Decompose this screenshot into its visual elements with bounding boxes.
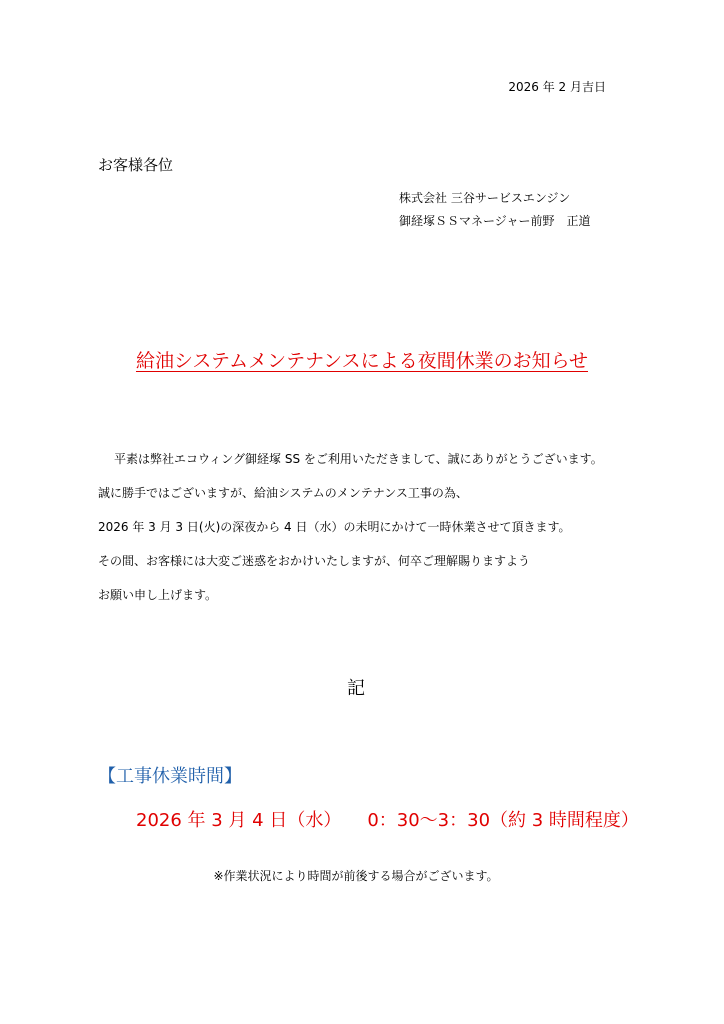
notice-title: 給油システムメンテナンスによる夜間休業のお知らせ: [135, 350, 588, 372]
body-line: その間、お客様には大変ご迷惑をおかけいたしますが、何卒ご理解賜りますよう: [98, 554, 531, 568]
body-line: 平素は弊社エコウィング御経塚 SS をご利用いただきまして、誠にありがとうございます。: [114, 452, 603, 466]
ki-heading: 記: [347, 678, 365, 699]
schedule-date: 2026 年 3 月 4 日（水）: [136, 810, 342, 831]
sender-block: [399, 187, 591, 233]
body-line: お願い申し上げます。: [98, 588, 218, 602]
section-heading-closure-time: 【工事休業時間】: [98, 766, 242, 787]
sender-company: 株式会社 三谷サービスエンジン: [399, 191, 571, 205]
body-line: 2026 年 3 月 3 日(火)の深夜から 4 日（水）の未明にかけて一時休業させて頂きます。: [98, 520, 571, 534]
closure-schedule: [136, 808, 639, 834]
issue-date: 2026 年 2 月吉日: [508, 80, 606, 94]
schedule-time: 0：30～3：30（約 3 時間程度）: [367, 810, 639, 831]
body-line: 誠に勝手ではございますが、給油システムのメンテナンス工事の為、: [98, 486, 468, 500]
notice-body: [98, 442, 603, 612]
addressee: お客様各位: [98, 156, 174, 174]
timing-note: ※作業状況により時間が前後する場合がございます。: [213, 869, 499, 883]
sender-person: 御経塚ＳＳマネージャー前野 正道: [399, 214, 591, 228]
